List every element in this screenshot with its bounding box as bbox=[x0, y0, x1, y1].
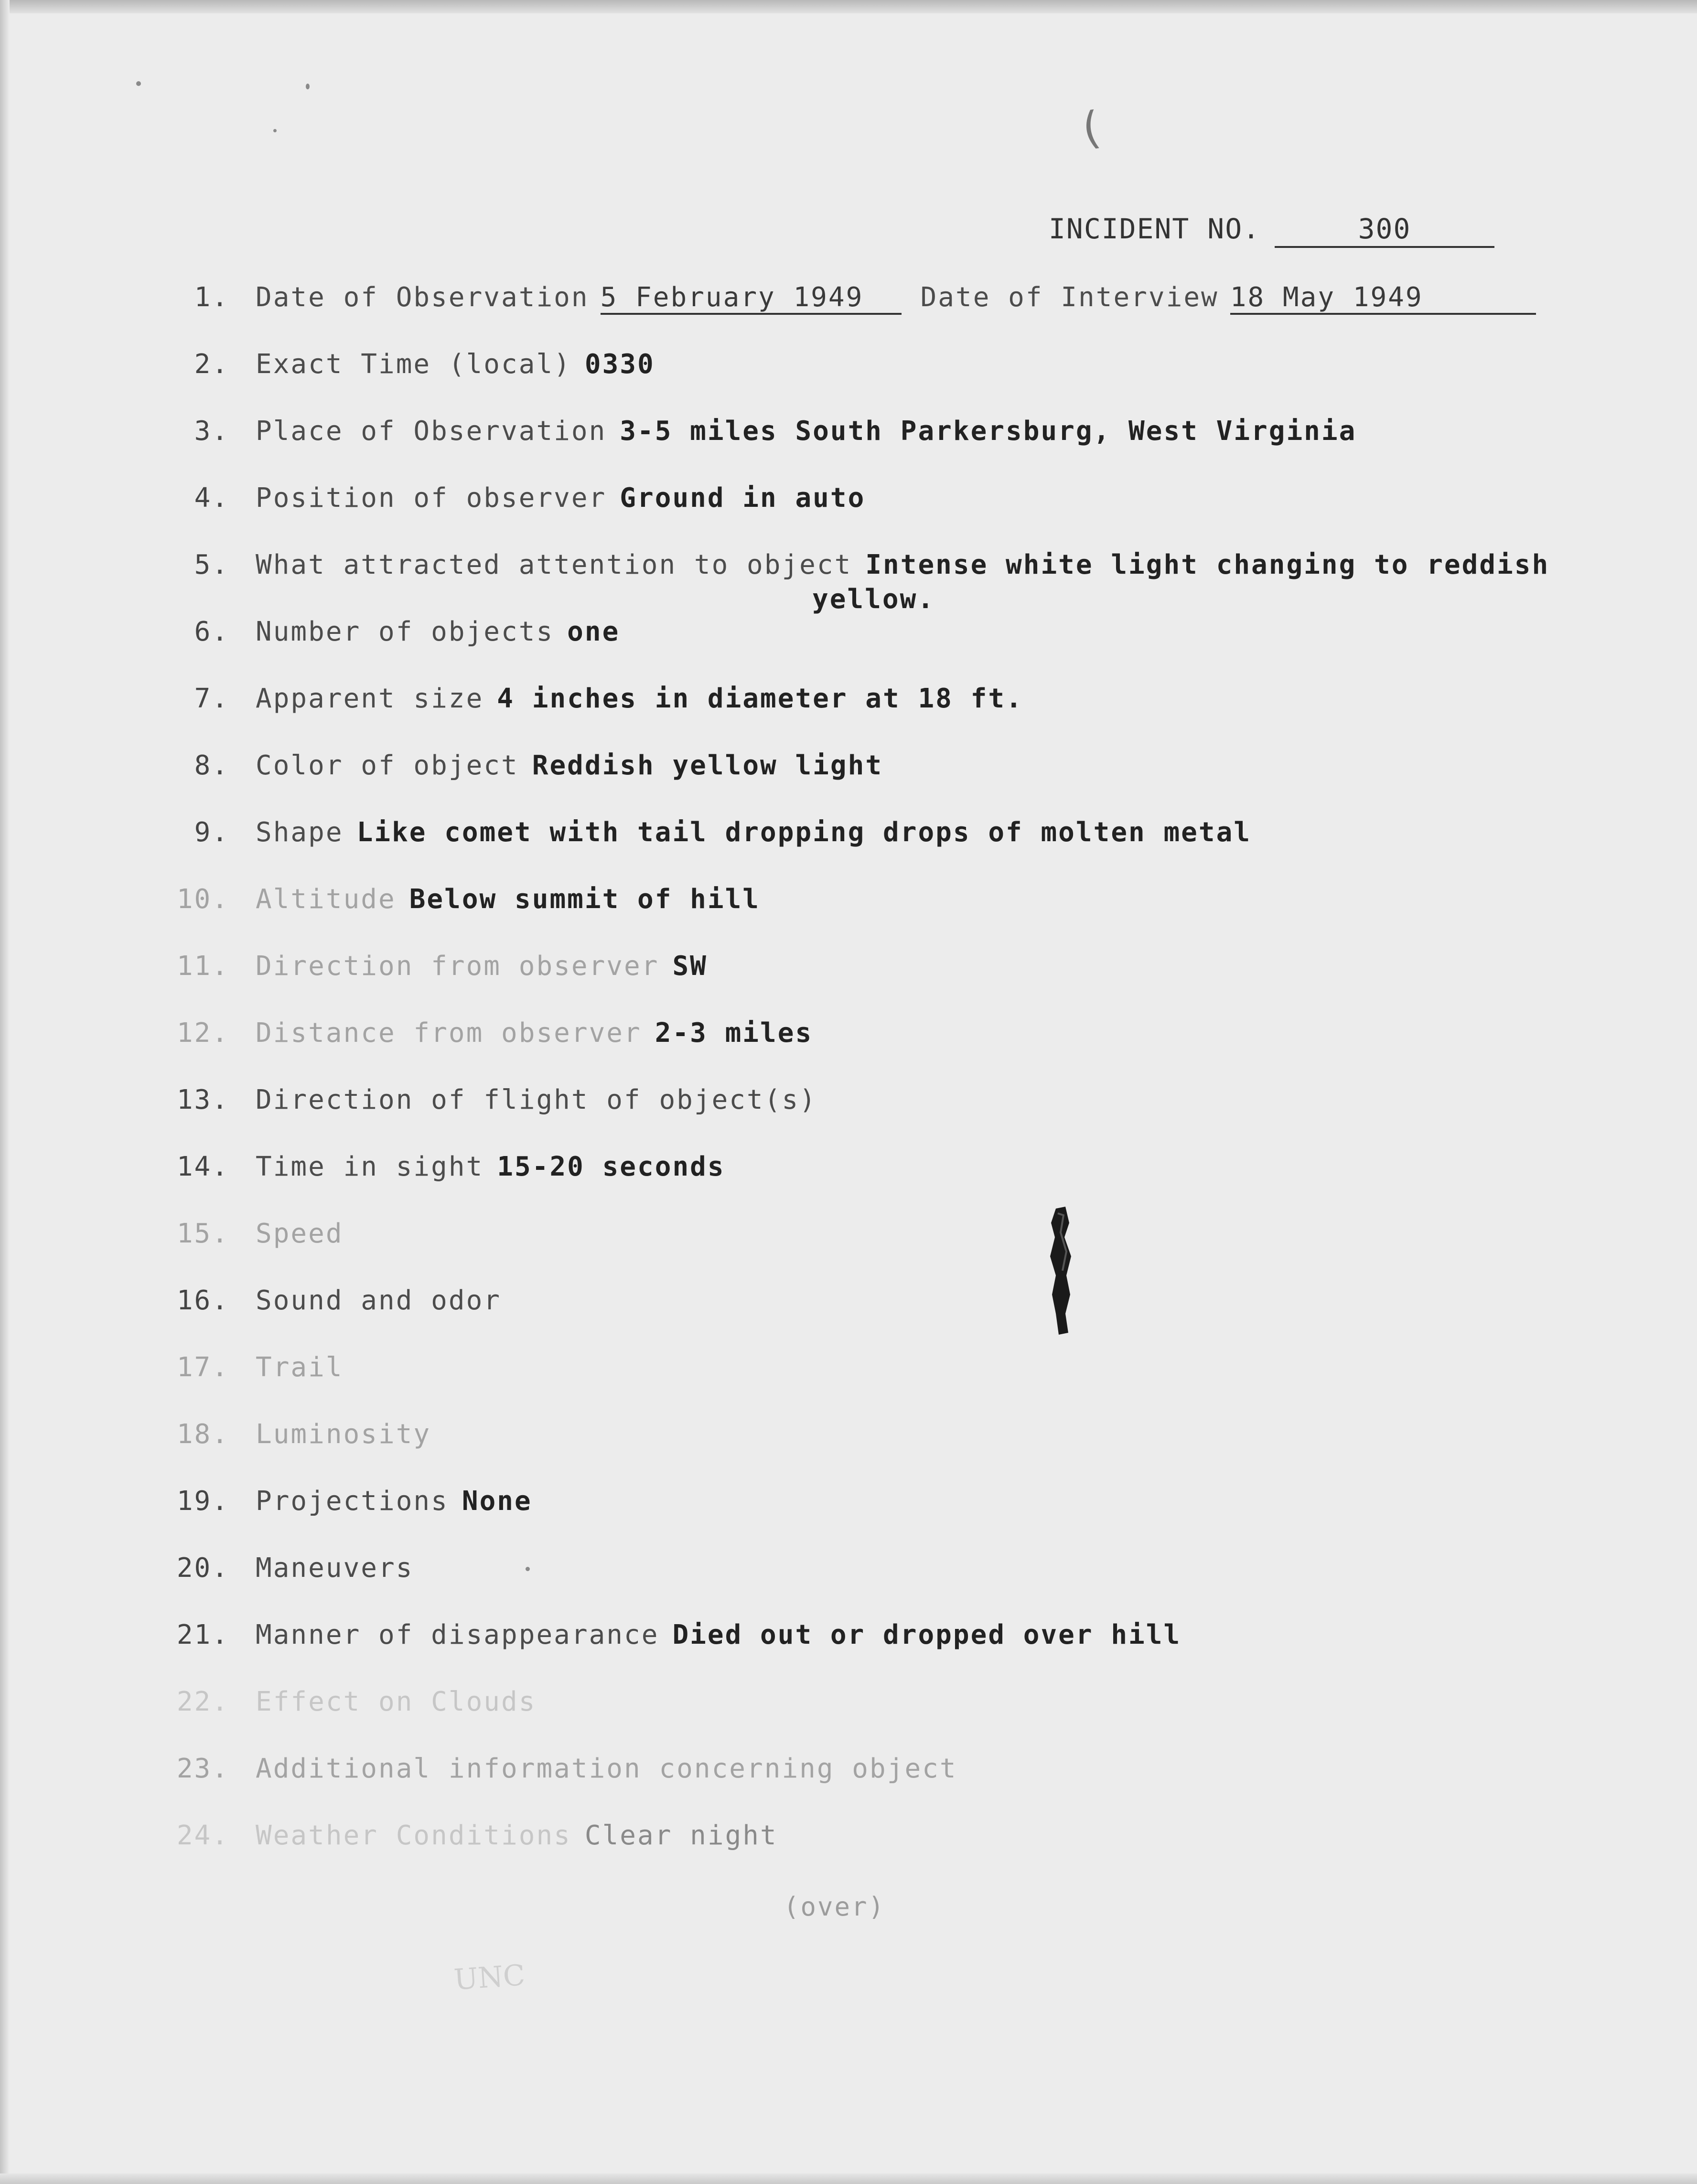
form-item-8 bbox=[143, 750, 883, 781]
item-label: Altitude bbox=[256, 884, 396, 915]
stray-mark: ( bbox=[1074, 101, 1107, 156]
item-label: Speed bbox=[256, 1218, 344, 1249]
speck bbox=[273, 129, 277, 132]
item-number: 22. bbox=[176, 1686, 229, 1717]
item-number: 7. bbox=[194, 683, 229, 714]
item-answer: 15-20 seconds bbox=[497, 1151, 725, 1182]
form-item-1 bbox=[143, 282, 1536, 315]
item-number: 1. bbox=[194, 282, 229, 313]
form-item-15 bbox=[143, 1218, 357, 1249]
form-item-10 bbox=[143, 884, 760, 915]
item-label: Distance from observer bbox=[256, 1017, 642, 1049]
item-label: Manner of disappearance bbox=[256, 1619, 659, 1650]
item-label: Apparent size bbox=[256, 683, 484, 714]
item-label: Color of object bbox=[256, 750, 519, 781]
item-number: 21. bbox=[176, 1619, 229, 1650]
form-item-6 bbox=[143, 616, 620, 647]
form-item-20 bbox=[143, 1552, 427, 1584]
item-answer: SW bbox=[672, 951, 708, 982]
form-item-12 bbox=[143, 1017, 813, 1049]
form-item-7 bbox=[143, 683, 1023, 714]
item-number: 8. bbox=[194, 750, 229, 781]
item-answer: Ground in auto bbox=[620, 482, 866, 514]
form-item-3 bbox=[143, 416, 1356, 447]
item-number: 3. bbox=[194, 416, 229, 447]
item-label: Projections bbox=[256, 1486, 449, 1517]
form-item-11 bbox=[143, 951, 708, 982]
item-answer: Died out or dropped over hill bbox=[672, 1619, 1181, 1650]
item-answer: Clear night bbox=[584, 1820, 778, 1851]
scan-bottom-edge bbox=[0, 2173, 1697, 2184]
incident-value: 300 bbox=[1275, 213, 1494, 248]
item-answer: 3-5 miles South Parkersburg, West Virginia bbox=[620, 416, 1357, 447]
faint-stamp: UNC bbox=[452, 1958, 526, 1997]
form-item-23 bbox=[143, 1753, 971, 1784]
interview-date-label: Date of Interview bbox=[920, 282, 1219, 313]
item-label: Time in sight bbox=[256, 1151, 484, 1182]
item-number: 4. bbox=[194, 482, 229, 514]
form-item-9 bbox=[143, 817, 1251, 848]
item-number: 23. bbox=[176, 1753, 229, 1784]
form-item-19 bbox=[143, 1486, 532, 1517]
item-number: 18. bbox=[176, 1419, 229, 1450]
item-answer: Like comet with tail dropping drops of molten metal bbox=[356, 817, 1252, 848]
item-number: 6. bbox=[194, 616, 229, 647]
item-answer: Below summit of hill bbox=[409, 884, 761, 915]
incident-label: INCIDENT NO. bbox=[1049, 213, 1261, 245]
item-number: 24. bbox=[176, 1820, 229, 1851]
item-label: Luminosity bbox=[256, 1419, 431, 1450]
item-label: Exact Time (local) bbox=[256, 349, 571, 380]
speck bbox=[526, 1567, 530, 1571]
form-item-24 bbox=[143, 1820, 778, 1851]
item-label: Position of observer bbox=[256, 482, 607, 514]
item-answer: one bbox=[567, 616, 620, 647]
item-number: 2. bbox=[194, 349, 229, 380]
item-label: Effect on Clouds bbox=[256, 1686, 537, 1717]
item-label: Additional information concerning object bbox=[256, 1753, 957, 1784]
over-note: (over) bbox=[784, 1892, 886, 1922]
item-label: Trail bbox=[256, 1352, 344, 1383]
form-item-16 bbox=[143, 1285, 515, 1316]
form-item-4 bbox=[143, 482, 865, 514]
incident-number bbox=[1049, 213, 1494, 248]
item-answer: 0330 bbox=[584, 349, 655, 380]
item-answer: 4 inches in diameter at 18 ft. bbox=[497, 683, 1023, 714]
form-item-21 bbox=[143, 1619, 1181, 1650]
item-number: 9. bbox=[194, 817, 229, 848]
item-label: Date of Observation bbox=[256, 282, 589, 313]
item-label: Direction from observer bbox=[256, 951, 659, 982]
item-number: 12. bbox=[176, 1017, 229, 1049]
item-answer: Intense white light changing to reddish bbox=[865, 549, 1550, 580]
form-item-22 bbox=[143, 1686, 549, 1717]
item-label: What attracted attention to object bbox=[256, 549, 852, 580]
ink-blot bbox=[1042, 1204, 1080, 1338]
item-number: 15. bbox=[176, 1218, 229, 1249]
speck bbox=[306, 84, 310, 89]
item-number: 10. bbox=[176, 884, 229, 915]
item-label: Place of Observation bbox=[256, 416, 607, 447]
item-answer-continuation: yellow. bbox=[812, 584, 935, 615]
form-item-2 bbox=[143, 349, 655, 380]
item-label: Shape bbox=[256, 817, 344, 848]
scan-top-edge bbox=[0, 0, 1697, 13]
item-label: Maneuvers bbox=[256, 1552, 414, 1584]
item-number: 13. bbox=[176, 1084, 229, 1115]
item-number: 20. bbox=[176, 1552, 229, 1584]
item-number: 11. bbox=[176, 951, 229, 982]
item-number: 17. bbox=[176, 1352, 229, 1383]
item-label: Sound and odor bbox=[256, 1285, 502, 1316]
item-answer: Reddish yellow light bbox=[532, 750, 883, 781]
item-label: Direction of flight of object(s) bbox=[256, 1084, 817, 1115]
item-answer: 2-3 miles bbox=[655, 1017, 813, 1049]
form-item-17 bbox=[143, 1352, 357, 1383]
item-number: 14. bbox=[176, 1151, 229, 1182]
form-item-18 bbox=[143, 1419, 444, 1450]
item-number: 5. bbox=[194, 549, 229, 580]
item-label: Weather Conditions bbox=[256, 1820, 571, 1851]
interview-date: 18 May 1949 bbox=[1230, 282, 1536, 315]
item-answer: None bbox=[462, 1486, 532, 1517]
observation-date: 5 February 1949 bbox=[601, 282, 902, 315]
form-item-14 bbox=[143, 1151, 725, 1182]
item-number: 19. bbox=[176, 1486, 229, 1517]
item-number: 16. bbox=[176, 1285, 229, 1316]
speck bbox=[136, 81, 141, 86]
scan-left-edge bbox=[0, 0, 10, 2184]
form-item-5 bbox=[143, 549, 1549, 580]
item-label: Number of objects bbox=[256, 616, 554, 647]
form-item-13 bbox=[143, 1084, 830, 1115]
